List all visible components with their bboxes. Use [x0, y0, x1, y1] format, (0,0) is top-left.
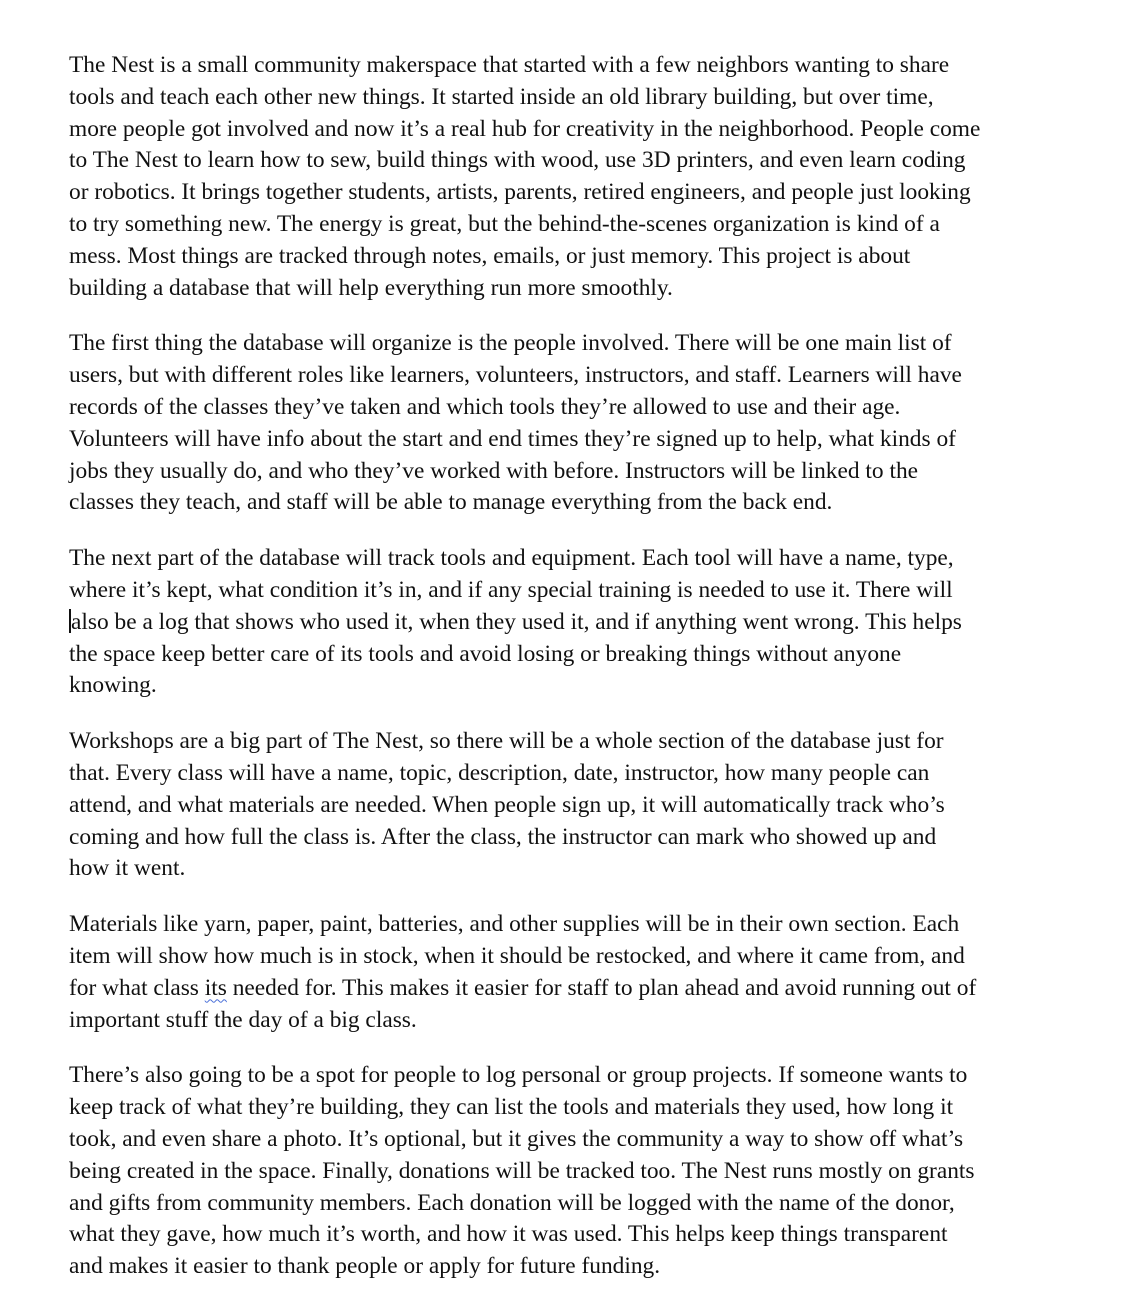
- paragraph-projects-donations: [69, 1060, 1009, 1283]
- text-line: how it went.: [69, 855, 186, 882]
- paragraph-tools: [69, 543, 1009, 702]
- text-line: The first thing the database will organize is the people involved. There will be one main list of: [69, 330, 952, 357]
- paragraph-people: [69, 328, 1009, 519]
- text-line: to The Nest to learn how to sew, build things with wood, use 3D printers, and even learn coding: [69, 147, 966, 174]
- text-line: building a database that will help everything run more smoothly.: [69, 274, 673, 301]
- text-line: the space keep better care of its tools and avoid losing or breaking things without anyone: [69, 640, 902, 667]
- text-line: and gifts from community members. Each donation will be logged with the name of the donor,: [69, 1189, 955, 1216]
- text-line: keep track of what they’re building, they can list the tools and materials they used, how long it: [69, 1094, 954, 1121]
- text-line: jobs they usually do, and who they’ve worked with before. Instructors will be linked to the: [69, 457, 919, 484]
- text-line: Materials like yarn, paper, paint, batteries, and other supplies will be in their own section. Each: [69, 911, 960, 938]
- text-line-with-caret: [69, 607, 1009, 639]
- text-line: and makes it easier to thank people or apply for future funding.: [69, 1253, 661, 1280]
- paragraph-workshops: [69, 726, 1009, 885]
- text-segment: needed for. This makes it easier for staff to plan ahead and avoid running out of: [226, 974, 977, 1001]
- text-line: important stuff the day of a big class.: [69, 1006, 417, 1033]
- text-line-caret-content: also be a log that shows who used it, when they used it, and if anything went wrong. This helps: [71, 608, 962, 635]
- text-line: or robotics. It brings together students, artists, parents, retired engineers, and people just looking: [69, 179, 971, 206]
- paragraph-intro: [69, 50, 1009, 304]
- paragraph-materials: [69, 909, 1009, 1036]
- text-line: item will show how much is in stock, when it should be restocked, and where it came from, and: [69, 942, 965, 969]
- text-line: records of the classes they’ve taken and which tools they’re allowed to use and their age.: [69, 393, 901, 420]
- text-line: The Nest is a small community makerspace that started with a few neighbors wanting to share: [69, 52, 950, 78]
- text-line: where it’s kept, what condition it’s in, and if any special training is needed to use it. There will: [69, 576, 953, 603]
- text-line: being created in the space. Finally, donations will be tracked too. The Nest runs mostly on grants: [69, 1157, 975, 1184]
- text-line: took, and even share a photo. It’s optional, but it gives the community a way to show off what’s: [69, 1125, 964, 1152]
- text-line: knowing.: [69, 672, 157, 699]
- text-line: classes they teach, and staff will be able to manage everything from the back end.: [69, 489, 833, 516]
- text-line: The next part of the database will track tools and equipment. Each tool will have a name, type,: [69, 545, 954, 572]
- document-body[interactable]: [69, 50, 1009, 1307]
- text-segment: for what class: [69, 974, 205, 1001]
- text-line: mess. Most things are tracked through notes, emails, or just memory. This project is about: [69, 242, 911, 269]
- text-line: Volunteers will have info about the start and end times they’re signed up to help, what kinds of: [69, 425, 956, 452]
- text-line: coming and how full the class is. After the class, the instructor can mark who showed up and: [69, 823, 937, 850]
- text-line-with-spellcheck: [69, 973, 1009, 1005]
- text-line: what they gave, how much it’s worth, and how it was used. This helps keep things transparent: [69, 1221, 948, 1248]
- text-line: to try something new. The energy is great, but the behind-the-scenes organization is kind of a: [69, 210, 940, 237]
- text-line: attend, and what materials are needed. When people sign up, it will automatically track who’s: [69, 791, 945, 818]
- text-line: that. Every class will have a name, topic, description, date, instructor, how many people can: [69, 759, 930, 786]
- text-line: There’s also going to be a spot for people to log personal or group projects. If someone wants to: [69, 1062, 968, 1089]
- text-line: tools and teach each other new things. It started inside an old library building, but over time,: [69, 83, 934, 110]
- spellcheck-flagged-word[interactable]: its: [204, 974, 227, 1001]
- text-line: users, but with different roles like learners, volunteers, instructors, and staff. Learners will have: [69, 362, 962, 389]
- text-line: more people got involved and now it’s a real hub for creativity in the neighborhood. People come: [69, 115, 981, 142]
- text-line: Workshops are a big part of The Nest, so there will be a whole section of the database just for: [69, 728, 944, 755]
